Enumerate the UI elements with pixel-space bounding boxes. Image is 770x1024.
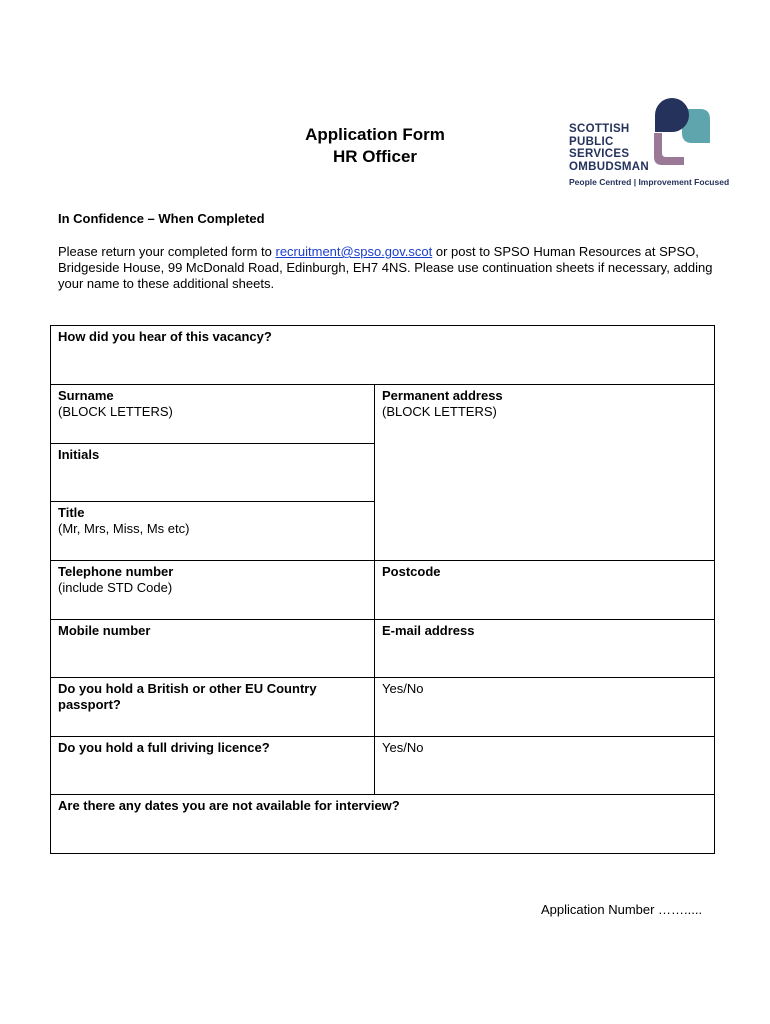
telephone-label: Telephone number [58,564,174,579]
logo-line-1: SCOTTISH [569,123,630,135]
address-field[interactable] [375,385,715,561]
application-form-table [50,325,715,854]
recruitment-email-link[interactable]: recruitment@spso.gov.scot [275,244,433,259]
logo-tagline: People Centred | Improvement Focused [569,177,730,187]
intro-paragraph [58,244,718,292]
intro-text-end: or post to SPSO Human Resources at SPSO, Bridgeside House, 99 McDonald Road, Edinburgh, EH7 4NS. Please use continuation sheets if necessary, adding your name to these additional sheets. [58,244,713,291]
passport-question [51,678,375,737]
passport-answer-field[interactable] [375,678,715,737]
postcode-label: Postcode [382,564,441,579]
spso-logo [566,95,730,195]
initials-label: Initials [58,447,100,462]
email-field[interactable] [375,620,715,678]
surname-field[interactable] [51,385,375,444]
mobile-field[interactable] [51,620,375,678]
title-line-1: Application Form [305,125,445,144]
licence-answer: Yes/No [382,740,424,755]
title-line-2: HR Officer [332,147,418,166]
licence-answer-field[interactable] [375,737,715,795]
interview-dates-label: Are there any dates you are not available for interview? [58,798,400,813]
licence-question [51,737,375,795]
title-field[interactable] [51,502,375,561]
logo-line-4: OMBUDSMAN [569,160,649,173]
surname-hint: (BLOCK LETTERS) [58,404,173,419]
telephone-hint: (include STD Code) [58,580,173,595]
address-label: Permanent address [382,388,503,403]
surname-label: Surname [58,388,114,403]
title-label: Title [58,505,85,520]
mobile-label: Mobile number [58,623,151,638]
logo-wordmark [569,123,649,173]
telephone-field[interactable] [51,561,375,620]
form-title [240,124,510,168]
address-hint: (BLOCK LETTERS) [382,404,497,419]
licence-label: Do you hold a full driving licence? [58,740,270,755]
logo-line-2: PUBLIC [569,135,614,148]
passport-answer: Yes/No [382,681,424,696]
postcode-field[interactable] [375,561,715,620]
email-label: E-mail address [382,623,475,638]
confidence-notice: In Confidence – When Completed [58,211,265,226]
logo-line-3: SERVICES [569,148,630,160]
interview-dates-field[interactable] [51,795,715,854]
passport-label: Do you hold a British or other EU Country passport? [58,681,317,712]
title-hint: (Mr, Mrs, Miss, Ms etc) [58,521,190,536]
application-number: Application Number ……..... [541,902,703,917]
vacancy-field[interactable] [51,326,715,385]
intro-text-start: Please return your completed form to [58,244,276,259]
initials-field[interactable] [51,444,375,502]
vacancy-label: How did you hear of this vacancy? [58,329,272,344]
